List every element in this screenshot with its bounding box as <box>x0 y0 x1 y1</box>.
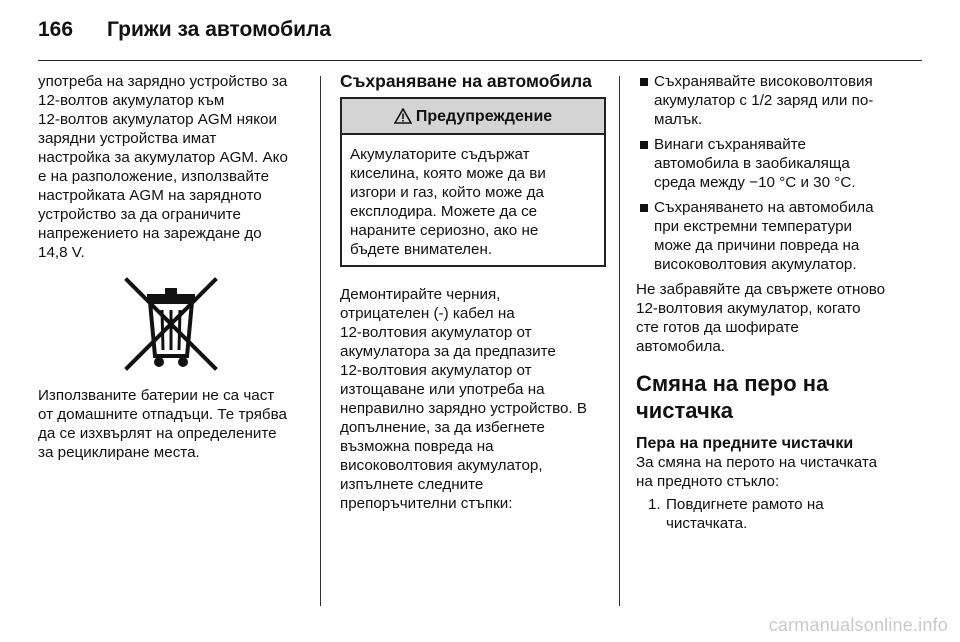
bullet-square-icon <box>640 78 648 86</box>
subheading-front-wipers: Пера на предните чистачки <box>636 435 854 452</box>
section-heading-vehicle-storage: Съхраняване на автомобила <box>340 71 592 91</box>
step-number: 1. <box>648 496 661 513</box>
watermark: carmanualsonline.info <box>768 615 948 635</box>
list-item <box>636 135 926 192</box>
list-item-text: Винаги съхранявайте автомобила в заобикаляща среда между −10 °C и 30 °C. <box>654 136 856 191</box>
bullet-square-icon <box>640 204 648 212</box>
column-divider-2 <box>619 76 620 606</box>
disconnect-battery-paragraph: Демонтирайте черния, отрицателен (-) кабел на 12-волтовия акумулатор от акумулатора за да предпазите 12-волтовия акумулатор от изтощаване или употреба на неправилно зарядно устройство. В допълнение, за да избегнете възможна повреда на високоволтовия акумулатор, изпълнете следните препоръчителни стъпки: <box>340 286 588 512</box>
wiper-intro-paragraph: За смяна на перото на чистачката на предното стъкло: <box>636 454 878 490</box>
column-middle <box>340 72 606 513</box>
list-item <box>636 198 926 274</box>
reconnect-battery-paragraph: Не забравяйте да свържете отново 12-волтовия акумулатор, когато сте готов да шофирате автомобила. <box>636 281 886 355</box>
warning-triangle-icon <box>394 108 412 124</box>
chapter-title: Грижи за автомобила <box>107 18 332 41</box>
page-header <box>38 18 331 48</box>
column-left <box>38 72 310 462</box>
list-item-text: Съхранявайте високоволтовия акумулатор с 1/2 заряд или по- малък. <box>654 73 874 128</box>
warning-box <box>340 97 606 267</box>
warning-body <box>342 135 604 265</box>
column-divider-1 <box>320 76 321 606</box>
battery-disposal-paragraph: Използваните батерии не са част от домашните отпадъци. Те трябва да се изхвърлят на определените за рециклиране места. <box>38 387 287 461</box>
page-number: 166 <box>38 18 74 41</box>
list-item-text: Съхраняването на автомобила при екстремни температури може да причини повреда на високоволтовия акумулатор. <box>654 199 874 273</box>
warning-text: Акумулаторите съдържат киселина, която може да ви изгори и газ, който може да експлодира. Можете да се нараните сериозно, ако не бъдете внимателен. <box>350 146 546 258</box>
list-item <box>636 72 926 129</box>
warning-header <box>342 99 604 135</box>
bullet-square-icon <box>640 141 648 149</box>
section-heading-wiper-blade: Смяна на перо на чистачка <box>636 371 829 423</box>
warning-title: Предупреждение <box>415 107 553 125</box>
agm-charger-paragraph: употреба на зарядно устройство за 12-волтов акумулатор към 12-волтов акумулатор AGM някои зарядни устройства имат настройка за акумулатор AGM. Ако е на разположение, използвайте настройката AGM на зарядното устройство за да ограничите напрежението на зареждане до 14,8 V. <box>38 73 288 261</box>
step-text: Повдигнете рамото на чистачката. <box>666 496 824 532</box>
step-item <box>636 495 926 533</box>
header-rule <box>38 60 922 61</box>
column-right <box>636 72 926 533</box>
crossed-out-wheelie-bin-icon <box>119 274 223 374</box>
